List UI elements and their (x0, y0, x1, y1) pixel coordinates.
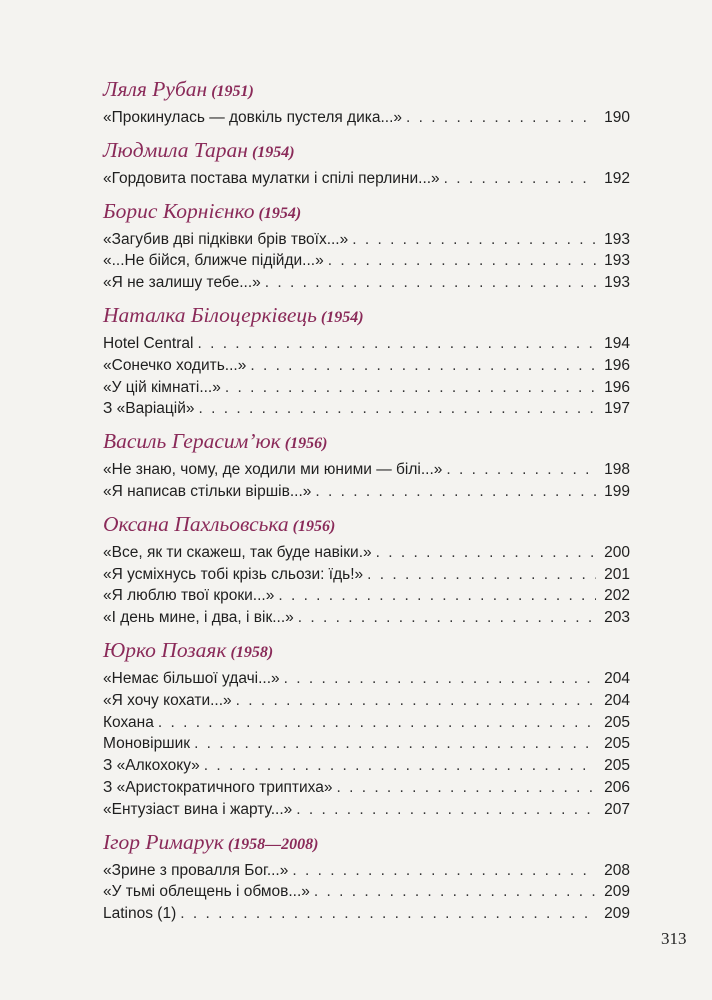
toc-entry[interactable] (103, 733, 630, 755)
entry-title: «Зрине з провалля Бог...» (103, 861, 289, 879)
toc-entry[interactable] (103, 690, 630, 712)
entry-title: «Не знаю, чому, де ходили ми юними — білі...» (103, 461, 443, 479)
entry-page-number: 206 (604, 778, 630, 796)
entry-title: Моновіршик (103, 735, 191, 753)
toc-entry[interactable] (103, 881, 630, 903)
dot-leader (284, 668, 596, 690)
dot-leader (197, 333, 596, 355)
entry-page-number: 199 (604, 482, 630, 500)
dot-leader (328, 250, 596, 272)
entry-title: З «Алкохоку» (103, 757, 200, 775)
dot-leader (158, 712, 596, 734)
author-heading (103, 637, 630, 666)
toc-entry[interactable] (103, 272, 630, 294)
toc-entry[interactable] (103, 542, 630, 564)
dot-leader (236, 690, 596, 712)
toc-entry[interactable] (103, 712, 630, 734)
dot-leader (367, 564, 596, 586)
entry-title: «Загубив дві підківки брів твоїх...» (103, 230, 349, 248)
dot-leader (292, 860, 596, 882)
page-number: 313 (661, 929, 687, 948)
entry-page-number: 205 (604, 713, 630, 731)
dot-leader (180, 903, 596, 925)
entry-title: «Я усміхнусь тобі крізь сльози: їдь!» (103, 565, 364, 583)
entry-page-number: 205 (604, 757, 630, 775)
author-years: (1958—2008) (227, 835, 319, 853)
dot-leader (225, 377, 596, 399)
entry-title: «Я люблю твої кроки...» (103, 587, 275, 605)
author-heading (103, 511, 630, 540)
toc-entry[interactable] (103, 585, 630, 607)
entry-page-number: 204 (604, 669, 630, 687)
author-years: (1954) (251, 143, 295, 161)
toc-section (103, 637, 630, 821)
entry-title: «І день мине, і два, і вік...» (103, 609, 294, 627)
entry-title: «У цій кімнаті...» (103, 378, 221, 396)
table-of-contents (103, 76, 630, 933)
toc-entry[interactable] (103, 755, 630, 777)
toc-entry[interactable] (103, 903, 630, 925)
author-years: (1956) (292, 517, 336, 535)
entry-page-number: 207 (604, 800, 630, 818)
toc-section (103, 428, 630, 503)
toc-section (103, 137, 630, 190)
dot-leader (296, 799, 596, 821)
author-name: Василь Герасим’юк (103, 429, 281, 454)
entry-title: «Прокинулась — довкіль пустеля дика...» (103, 109, 403, 126)
author-years: (1951) (211, 83, 254, 100)
dot-leader (336, 777, 596, 799)
dot-leader (406, 107, 596, 129)
entry-title: «...Не бійся, ближче підійди...» (103, 252, 324, 270)
entry-page-number: 208 (604, 861, 630, 879)
entry-page-number: 209 (604, 883, 630, 901)
author-years: (1954) (258, 204, 302, 222)
dot-leader (376, 542, 596, 564)
author-years: (1958) (230, 643, 274, 661)
author-name: Ляля Рубан (103, 77, 208, 101)
dot-leader (352, 229, 596, 251)
entry-page-number: 205 (604, 735, 630, 753)
entry-title: «Я написав стільки віршів...» (103, 482, 312, 500)
toc-section (103, 829, 630, 925)
entry-page-number: 196 (604, 378, 630, 396)
author-name: Оксана Пахльовська (103, 511, 289, 536)
author-name: Юрко Позаяк (103, 637, 227, 662)
entry-title: «Все, як ти скажеш, так буде навіки.» (103, 543, 372, 561)
toc-entry[interactable] (103, 668, 630, 690)
author-name: Борис Корнієнко (103, 198, 255, 223)
entry-page-number: 204 (604, 691, 630, 709)
entry-page-number: 203 (604, 609, 630, 627)
author-name: Ігор Римарук (103, 829, 224, 854)
entry-title: «Я хочу кохати...» (103, 691, 232, 709)
entry-page-number: 196 (604, 356, 630, 374)
entry-page-number: 192 (604, 169, 630, 187)
author-heading (103, 137, 630, 166)
toc-section (103, 302, 630, 420)
toc-entry[interactable] (103, 777, 630, 799)
author-heading (103, 76, 630, 105)
toc-section (103, 511, 630, 629)
toc-entry[interactable] (103, 355, 630, 377)
entry-title: «Немає більшої удачі...» (103, 669, 280, 687)
dot-leader (444, 168, 596, 190)
toc-entry[interactable] (103, 229, 630, 251)
entry-title: «У тьмі облещень і обмов...» (103, 883, 310, 901)
author-heading (103, 829, 630, 858)
dot-leader (315, 481, 596, 503)
toc-entry[interactable] (103, 168, 630, 190)
entry-title: Latinos (1) (103, 905, 177, 923)
dot-leader (250, 355, 596, 377)
toc-section (103, 198, 630, 294)
author-heading (103, 428, 630, 457)
entry-page-number: 209 (604, 905, 630, 923)
dot-leader (446, 459, 596, 481)
entry-page-number: 194 (604, 334, 630, 352)
toc-entry[interactable] (103, 564, 630, 586)
toc-entry[interactable] (103, 607, 630, 629)
entry-title: «Сонечко ходить...» (103, 356, 247, 374)
dot-leader (204, 755, 596, 777)
entry-title: Hotel Central (103, 334, 194, 352)
author-heading (103, 302, 630, 331)
entry-page-number: 198 (604, 461, 630, 479)
toc-entry[interactable] (103, 481, 630, 503)
entry-page-number: 202 (604, 587, 630, 605)
dot-leader (194, 733, 596, 755)
entry-page-number: 200 (604, 543, 630, 561)
entry-page-number: 193 (604, 252, 630, 270)
entry-title: З «Аристократичного триптиха» (103, 778, 333, 796)
entry-page-number: 190 (604, 109, 630, 126)
dot-leader (265, 272, 596, 294)
toc-entry[interactable] (103, 250, 630, 272)
dot-leader (298, 607, 596, 629)
entry-page-number: 193 (604, 230, 630, 248)
dot-leader (314, 881, 596, 903)
toc-entry[interactable] (103, 107, 630, 129)
author-name: Людмила Таран (103, 137, 248, 162)
entry-title: З «Варіацій» (103, 400, 195, 418)
dot-leader (199, 398, 596, 420)
author-years: (1954) (320, 308, 364, 326)
toc-entry[interactable] (103, 799, 630, 821)
toc-entry[interactable] (103, 398, 630, 420)
toc-section (103, 76, 630, 129)
entry-title: «Гордовита постава мулатки і спілі перлини...» (103, 169, 440, 187)
toc-entry[interactable] (103, 459, 630, 481)
entry-page-number: 201 (604, 565, 630, 583)
entry-title: «Ентузіаст вина і жарту...» (103, 800, 293, 818)
entry-page-number: 197 (604, 400, 630, 418)
dot-leader (278, 585, 596, 607)
author-name: Наталка Білоцерківець (103, 302, 317, 327)
entry-title: Кохана (103, 713, 154, 731)
author-years: (1956) (284, 435, 328, 453)
toc-entry[interactable] (103, 377, 630, 399)
entry-page-number: 193 (604, 274, 630, 292)
entry-title: «Я не залишу тебе...» (103, 274, 261, 292)
author-heading (103, 198, 630, 227)
toc-entry[interactable] (103, 860, 630, 882)
toc-entry[interactable] (103, 333, 630, 355)
